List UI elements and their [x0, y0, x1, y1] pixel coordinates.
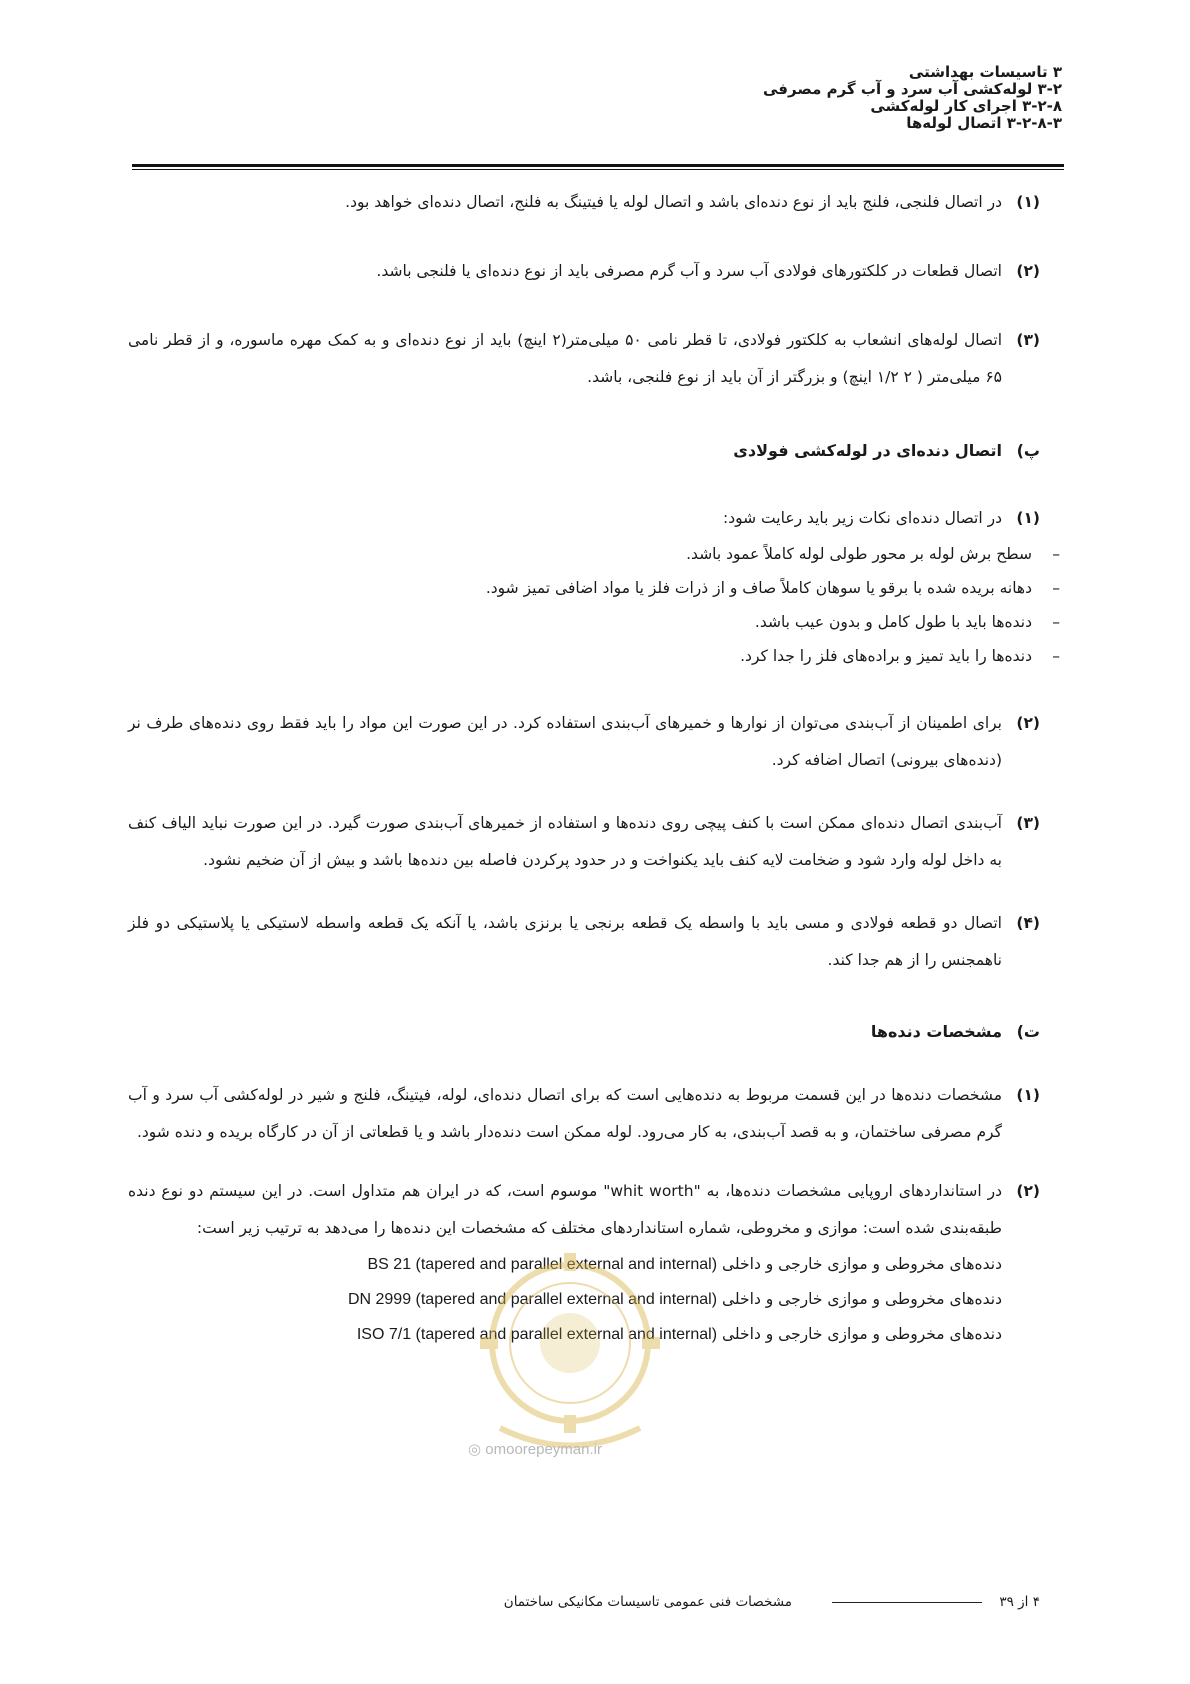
standard-desc: دنده‌های مخروطی و موازی خارجی و داخلی — [722, 1325, 1002, 1343]
item-text: اتصال دو قطعه فولادی و مسی باید با واسطه یک قطعه برنجی یا برنزی باشد، یا آنکه یک قطعه واسطه لاستیکی یا پلاستیکی دو فلز ناهمجنس را از هم جدا کند. — [128, 914, 1002, 969]
page-header — [128, 64, 1062, 132]
header-divider-thick — [132, 164, 1064, 167]
item-text: در اتصال فلنجی، فلنج باید از نوع دنده‌ای باشد و اتصال لوله یا فیتینگ به فلنج، اتصال دنده‌ای خواهد بود. — [345, 193, 1002, 211]
standard-desc: دنده‌های مخروطی و موازی خارجی و داخلی — [722, 1255, 1002, 1273]
watermark-url: ◎ omoorepeyman.ir — [468, 1441, 602, 1458]
standard-code: DN 2999 (tapered and parallel external and internal) — [347, 1291, 718, 1308]
standards-list — [128, 1247, 1002, 1352]
standard-row — [128, 1247, 1002, 1282]
standard-row — [128, 1282, 1002, 1317]
item-text: برای اطمینان از آب‌بندی می‌توان از نوارها و خمیرهای آب‌بندی استفاده کرد. در این صورت این مواد را باید فقط روی دنده‌های طرف نر (دنده‌های بیرونی) اتصال اضافه کرد. — [128, 714, 1002, 769]
list-item: – دنده‌ها را باید تمیز و براده‌های فلز را جدا کرد. — [128, 639, 1062, 673]
section-a-item-2 — [128, 253, 1062, 290]
item-number: (۱) — [1016, 1086, 1040, 1104]
footer-divider — [832, 1602, 982, 1603]
item-text: در اتصال دنده‌ای نکات زیر باید رعایت شود: — [723, 509, 1002, 527]
item-text: اتصال لوله‌های انشعاب به کلکتور فولادی، تا قطر نامی ۵۰ میلی‌متر(۲ اینچ) باید از نوع دنده‌ای و به کمک مهره ماسوره، و از قطر نامی ۶۵ میلی‌متر ( ۲ ۱/۲ اینچ) و بزرگتر از آن باید از نوع فلنجی، باشد. — [128, 331, 1002, 386]
page-footer — [128, 1594, 1062, 1618]
item-text: مشخصات دنده‌ها در این قسمت مربوط به دنده‌هایی است که برای اتصال دنده‌ای، لوله، فیتینگ، فلنج و شیر در لوله‌کشی آب سرد و آب گرم مصرفی ساختمان، و به قصد آب‌بندی، به کار می‌رود. لوله ممکن است دنده‌دار باشد و یا قطعاتی از آن در کارگاه بریده و دنده شود. — [128, 1086, 1002, 1141]
section-b-item-1 — [128, 500, 1062, 537]
section-a-item-1 — [128, 184, 1062, 221]
section-c-item-1 — [128, 1077, 1062, 1151]
item-text: در استانداردهای اروپایی مشخصات دنده‌ها، به "whit worth" موسوم است، که در ایران هم متداول است. در این سیستم دو نوع دنده طبقه‌بندی شده است: موازی و مخروطی، شماره استانداردهای مختلف که مشخصات این دنده‌ها را می‌دهد به ترتیب زیر است: — [128, 1182, 1002, 1237]
section-a-item-3 — [128, 322, 1062, 396]
header-topic: ۳-۲-۸-۳ اتصال لوله‌ها — [906, 114, 1062, 132]
item-number: (۳) — [1016, 331, 1040, 349]
item-number: (۱) — [1016, 193, 1040, 211]
section-label: ت) — [1016, 1022, 1040, 1041]
section-b-heading — [128, 432, 1062, 470]
list-item: – دهانه بریده شده با برقو یا سوهان کاملاً صاف و از ذرات فلز یا مواد اضافی تمیز شود. — [128, 571, 1062, 605]
header-section: ۳-۲ لوله‌کشی آب سرد و آب گرم مصرفی — [762, 80, 1062, 98]
header-chapter: ۳ تاسیسات بهداشتی — [908, 63, 1062, 81]
item-number: (۲) — [1016, 262, 1040, 280]
standard-code: BS 21 (tapered and parallel external and internal) — [367, 1256, 718, 1273]
item-number: (۴) — [1016, 914, 1040, 932]
section-b-item-4 — [128, 905, 1062, 979]
section-c-heading — [128, 1013, 1062, 1051]
list-item: – سطح برش لوله بر محور طولی لوله کاملاً عمود باشد. — [128, 537, 1062, 571]
section-title: مشخصات دنده‌ها — [870, 1022, 1002, 1041]
footer-title: مشخصات فنی عمومی تاسیسات مکانیکی ساختمان — [503, 1594, 792, 1610]
section-c-item-2 — [128, 1173, 1062, 1352]
item-text: آب‌بندی اتصال دنده‌ای ممکن است با کنف پیچی روی دنده‌ها و استفاده از خمیرهای آب‌بندی صورت گیرد. در این صورت نباید الیاف کنف به داخل لوله وارد شود و ضخامت لایه کنف باید یکنواخت و در حدود پرکردن فاصله بین دنده‌ها باشد و بیش از آن ضخیم نشود. — [128, 814, 1002, 869]
item-number: (۲) — [1016, 714, 1040, 732]
standard-row — [128, 1317, 1002, 1352]
standard-desc: دنده‌های مخروطی و موازی خارجی و داخلی — [722, 1290, 1002, 1308]
item-number: (۳) — [1016, 814, 1040, 832]
page-number: ۴ از ۳۹ — [999, 1594, 1040, 1610]
document-body — [128, 180, 1062, 1352]
header-subsection: ۳-۲-۸ اجرای کار لوله‌کشی — [870, 97, 1062, 115]
bullet-list — [128, 537, 1062, 673]
item-number: (۱) — [1016, 509, 1040, 527]
section-b-item-2 — [128, 705, 1062, 779]
standard-code: ISO 7/1 (tapered and parallel external and internal) — [356, 1326, 718, 1343]
item-text: اتصال قطعات در کلکتورهای فولادی آب سرد و آب گرم مصرفی باید از نوع دنده‌ای یا فلنجی باشد. — [376, 262, 1002, 280]
list-item: – دنده‌ها باید با طول کامل و بدون عیب باشد. — [128, 605, 1062, 639]
section-b-item-3 — [128, 805, 1062, 879]
watermark-logo-icon: ◎ — [468, 1441, 482, 1458]
section-title: اتصال دنده‌ای در لوله‌کشی فولادی — [733, 441, 1002, 460]
header-divider-thin — [132, 169, 1064, 170]
section-label: پ) — [1016, 441, 1040, 460]
item-number: (۲) — [1016, 1182, 1040, 1200]
